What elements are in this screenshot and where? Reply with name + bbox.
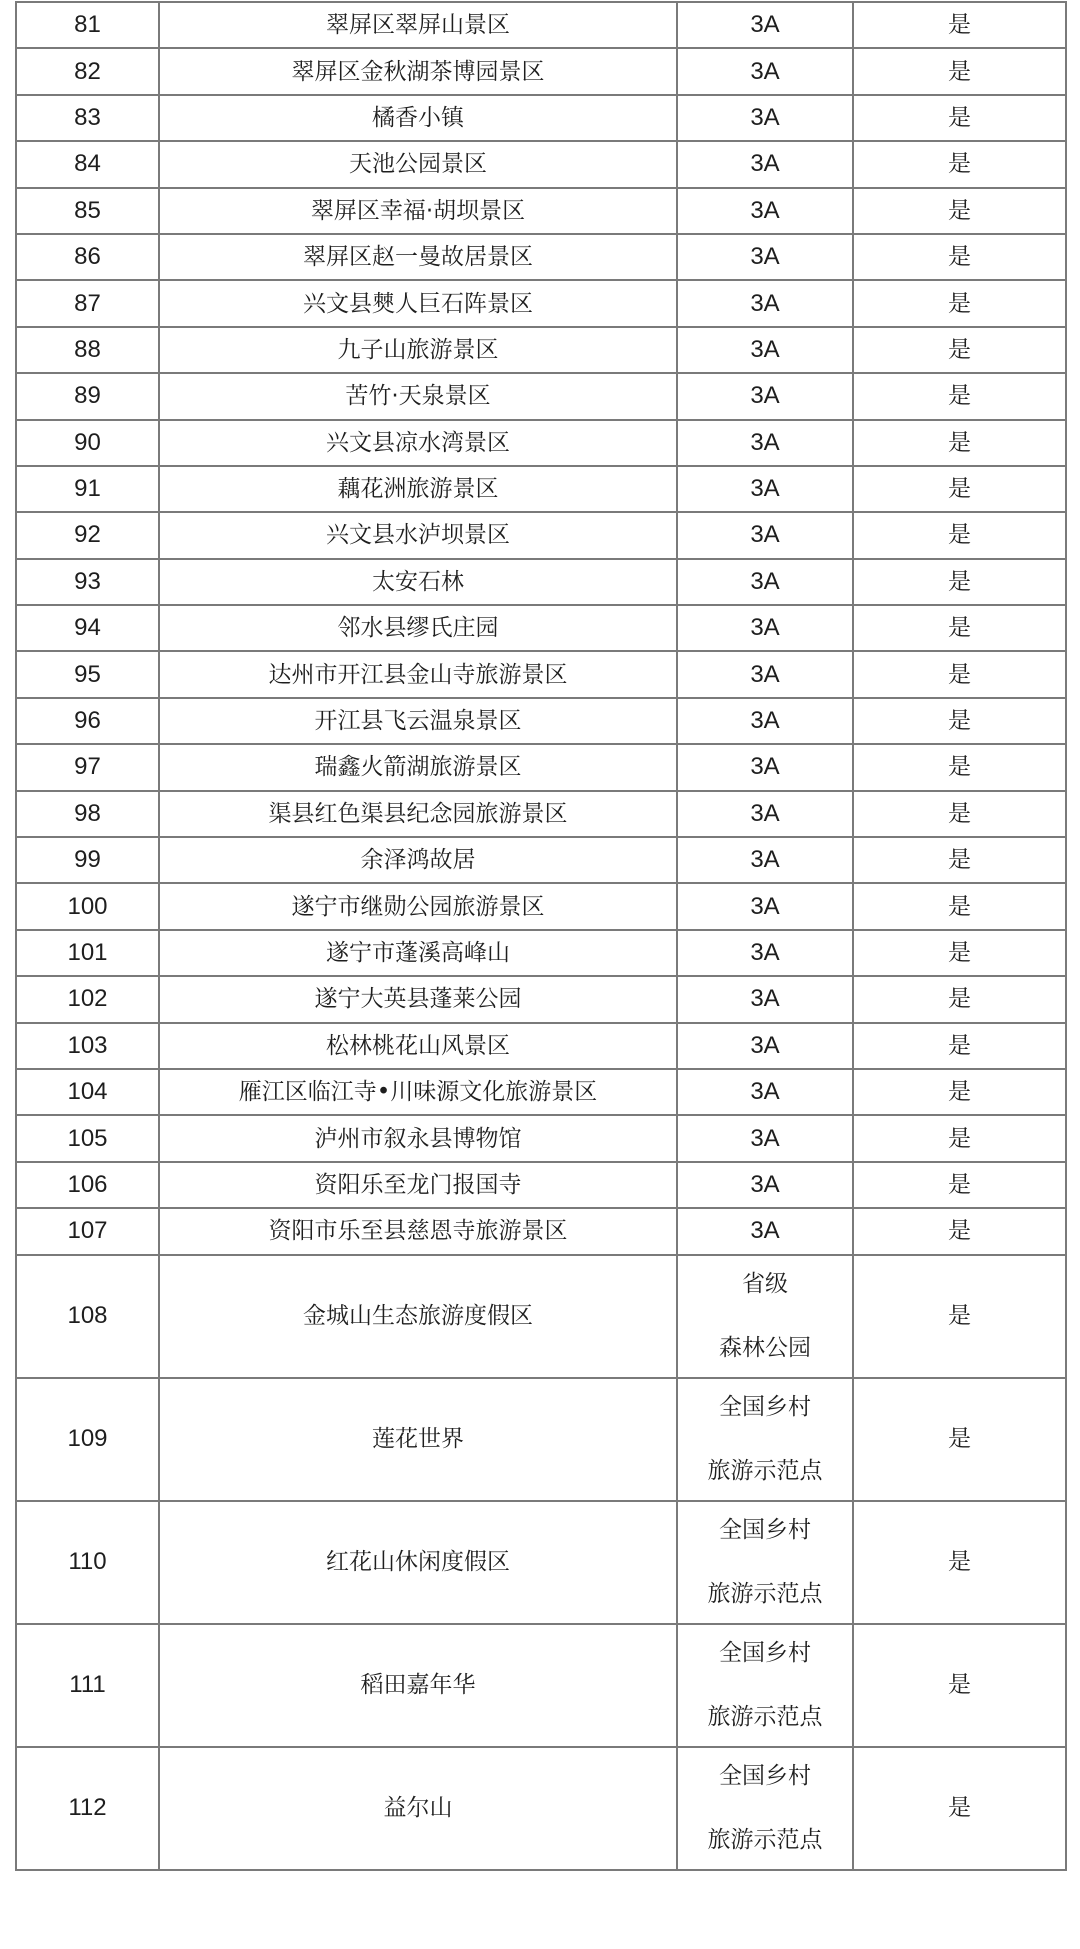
status-flag: 是 xyxy=(853,791,1066,837)
row-number: 96 xyxy=(16,698,159,744)
row-number: 90 xyxy=(16,420,159,466)
scenic-spot-name: 益尔山 xyxy=(159,1747,677,1870)
table-row xyxy=(16,1624,1066,1747)
scenic-spot-level: 3A xyxy=(677,559,853,605)
level-line-2: 旅游示范点 xyxy=(707,1458,823,1485)
level-line-2: 森林公园 xyxy=(719,1335,811,1362)
row-number: 108 xyxy=(16,1255,159,1378)
scenic-spot-name: 遂宁大英县蓬莱公园 xyxy=(159,976,677,1022)
status-flag: 是 xyxy=(853,1624,1066,1747)
scenic-spot-level xyxy=(677,1255,853,1378)
status-flag: 是 xyxy=(853,95,1066,141)
row-number: 101 xyxy=(16,930,159,976)
status-flag: 是 xyxy=(853,280,1066,326)
scenic-spot-name: 渠县红色渠县纪念园旅游景区 xyxy=(159,791,677,837)
level-line-1: 全国乡村 xyxy=(719,1517,811,1544)
table-row xyxy=(16,651,1066,697)
level-line-2: 旅游示范点 xyxy=(707,1704,823,1731)
row-number: 106 xyxy=(16,1162,159,1208)
row-number: 99 xyxy=(16,837,159,883)
status-flag: 是 xyxy=(853,1378,1066,1501)
status-flag: 是 xyxy=(853,883,1066,929)
scenic-spot-name: 稻田嘉年华 xyxy=(159,1624,677,1747)
scenic-spot-level: 3A xyxy=(677,791,853,837)
scenic-spot-level: 3A xyxy=(677,651,853,697)
status-flag: 是 xyxy=(853,1115,1066,1161)
status-flag: 是 xyxy=(853,234,1066,280)
status-flag: 是 xyxy=(853,651,1066,697)
scenic-spots-table xyxy=(15,1,1067,1871)
row-number: 92 xyxy=(16,512,159,558)
table-row xyxy=(16,512,1066,558)
row-number: 86 xyxy=(16,234,159,280)
row-number: 110 xyxy=(16,1501,159,1624)
scenic-spot-level xyxy=(677,1624,853,1747)
row-number: 109 xyxy=(16,1378,159,1501)
status-flag: 是 xyxy=(853,373,1066,419)
row-number: 91 xyxy=(16,466,159,512)
status-flag: 是 xyxy=(853,1208,1066,1254)
table-row xyxy=(16,141,1066,187)
status-flag: 是 xyxy=(853,1501,1066,1624)
scenic-spot-name: 橘香小镇 xyxy=(159,95,677,141)
scenic-spot-level: 3A xyxy=(677,605,853,651)
status-flag: 是 xyxy=(853,1747,1066,1870)
row-number: 83 xyxy=(16,95,159,141)
scenic-spot-level: 3A xyxy=(677,744,853,790)
status-flag: 是 xyxy=(853,48,1066,94)
table-row xyxy=(16,791,1066,837)
scenic-spot-name: 翠屏区金秋湖茶博园景区 xyxy=(159,48,677,94)
level-line-1: 省级 xyxy=(742,1271,788,1298)
scenic-spot-name: 遂宁市继勋公园旅游景区 xyxy=(159,883,677,929)
table-row xyxy=(16,1501,1066,1624)
scenic-spot-name: 金城山生态旅游度假区 xyxy=(159,1255,677,1378)
row-number: 82 xyxy=(16,48,159,94)
table-row xyxy=(16,48,1066,94)
row-number: 100 xyxy=(16,883,159,929)
scenic-spot-level xyxy=(677,1501,853,1624)
scenic-spot-level: 3A xyxy=(677,930,853,976)
row-number: 103 xyxy=(16,1023,159,1069)
row-number: 85 xyxy=(16,188,159,234)
scenic-spot-name: 开江县飞云温泉景区 xyxy=(159,698,677,744)
table-row xyxy=(16,698,1066,744)
row-number: 111 xyxy=(16,1624,159,1747)
status-flag: 是 xyxy=(853,698,1066,744)
row-number: 88 xyxy=(16,327,159,373)
scenic-spot-level: 3A xyxy=(677,373,853,419)
status-flag: 是 xyxy=(853,744,1066,790)
level-line-2: 旅游示范点 xyxy=(707,1581,823,1608)
status-flag: 是 xyxy=(853,420,1066,466)
table-row xyxy=(16,188,1066,234)
table-row xyxy=(16,280,1066,326)
scenic-spot-level: 3A xyxy=(677,1208,853,1254)
status-flag: 是 xyxy=(853,976,1066,1022)
row-number: 98 xyxy=(16,791,159,837)
scenic-spots-table-container xyxy=(15,1,1065,1871)
scenic-spot-name: 红花山休闲度假区 xyxy=(159,1501,677,1624)
scenic-spot-level: 3A xyxy=(677,466,853,512)
table-row xyxy=(16,744,1066,790)
scenic-spot-level: 3A xyxy=(677,1023,853,1069)
scenic-spot-level: 3A xyxy=(677,327,853,373)
status-flag: 是 xyxy=(853,930,1066,976)
scenic-spot-name: 泸州市叙永县博物馆 xyxy=(159,1115,677,1161)
table-row xyxy=(16,1162,1066,1208)
table-row xyxy=(16,605,1066,651)
table-row xyxy=(16,1255,1066,1378)
table-row xyxy=(16,883,1066,929)
status-flag: 是 xyxy=(853,1069,1066,1115)
table-row xyxy=(16,930,1066,976)
scenic-spot-name: 遂宁市蓬溪高峰山 xyxy=(159,930,677,976)
table-row xyxy=(16,95,1066,141)
scenic-spot-level: 3A xyxy=(677,976,853,1022)
status-flag: 是 xyxy=(853,188,1066,234)
level-line-1: 全国乡村 xyxy=(719,1394,811,1421)
table-row xyxy=(16,837,1066,883)
scenic-spot-name: 松林桃花山风景区 xyxy=(159,1023,677,1069)
scenic-spot-level: 3A xyxy=(677,420,853,466)
scenic-spot-level: 3A xyxy=(677,1162,853,1208)
table-row xyxy=(16,1069,1066,1115)
scenic-spot-level xyxy=(677,1747,853,1870)
scenic-spot-name: 翠屏区翠屏山景区 xyxy=(159,2,677,48)
row-number: 102 xyxy=(16,976,159,1022)
scenic-spot-level xyxy=(677,1378,853,1501)
status-flag: 是 xyxy=(853,1162,1066,1208)
row-number: 97 xyxy=(16,744,159,790)
table-row xyxy=(16,1747,1066,1870)
row-number: 93 xyxy=(16,559,159,605)
status-flag: 是 xyxy=(853,1023,1066,1069)
status-flag: 是 xyxy=(853,512,1066,558)
table-row xyxy=(16,2,1066,48)
status-flag: 是 xyxy=(853,1255,1066,1378)
scenic-spot-name: 翠屏区赵一曼故居景区 xyxy=(159,234,677,280)
scenic-spot-level: 3A xyxy=(677,188,853,234)
scenic-spot-name: 太安石林 xyxy=(159,559,677,605)
scenic-spot-name: 邻水县缪氏庄园 xyxy=(159,605,677,651)
scenic-spot-level: 3A xyxy=(677,1115,853,1161)
status-flag: 是 xyxy=(853,605,1066,651)
scenic-spot-level: 3A xyxy=(677,141,853,187)
scenic-spot-name: 瑞鑫火箭湖旅游景区 xyxy=(159,744,677,790)
status-flag: 是 xyxy=(853,466,1066,512)
scenic-spot-level: 3A xyxy=(677,234,853,280)
table-row xyxy=(16,1115,1066,1161)
table-row xyxy=(16,976,1066,1022)
level-line-1: 全国乡村 xyxy=(719,1640,811,1667)
scenic-spot-name: 达州市开江县金山寺旅游景区 xyxy=(159,651,677,697)
table-row xyxy=(16,420,1066,466)
status-flag: 是 xyxy=(853,327,1066,373)
level-line-2: 旅游示范点 xyxy=(707,1827,823,1854)
table-row xyxy=(16,234,1066,280)
table-row xyxy=(16,373,1066,419)
scenic-spot-level: 3A xyxy=(677,837,853,883)
status-flag: 是 xyxy=(853,559,1066,605)
table-row xyxy=(16,1023,1066,1069)
row-number: 84 xyxy=(16,141,159,187)
table-row xyxy=(16,1378,1066,1501)
scenic-spot-level: 3A xyxy=(677,280,853,326)
row-number: 107 xyxy=(16,1208,159,1254)
status-flag: 是 xyxy=(853,2,1066,48)
table-row xyxy=(16,559,1066,605)
scenic-spot-level: 3A xyxy=(677,883,853,929)
row-number: 112 xyxy=(16,1747,159,1870)
scenic-spot-name: 苦竹·天泉景区 xyxy=(159,373,677,419)
row-number: 94 xyxy=(16,605,159,651)
scenic-spot-name: 资阳乐至龙门报国寺 xyxy=(159,1162,677,1208)
table-row xyxy=(16,466,1066,512)
row-number: 81 xyxy=(16,2,159,48)
row-number: 95 xyxy=(16,651,159,697)
scenic-spot-level: 3A xyxy=(677,698,853,744)
scenic-spot-name: 雁江区临江寺•川味源文化旅游景区 xyxy=(159,1069,677,1115)
row-number: 89 xyxy=(16,373,159,419)
row-number: 104 xyxy=(16,1069,159,1115)
scenic-spot-name: 兴文县僰人巨石阵景区 xyxy=(159,280,677,326)
scenic-spot-name: 九子山旅游景区 xyxy=(159,327,677,373)
scenic-spot-level: 3A xyxy=(677,48,853,94)
table-row xyxy=(16,327,1066,373)
scenic-spot-name: 兴文县凉水湾景区 xyxy=(159,420,677,466)
scenic-spot-name: 资阳市乐至县慈恩寺旅游景区 xyxy=(159,1208,677,1254)
scenic-spot-name: 天池公园景区 xyxy=(159,141,677,187)
scenic-spot-level: 3A xyxy=(677,1069,853,1115)
table-row xyxy=(16,1208,1066,1254)
level-line-1: 全国乡村 xyxy=(719,1763,811,1790)
scenic-spot-name: 翠屏区幸福·胡坝景区 xyxy=(159,188,677,234)
scenic-spot-level: 3A xyxy=(677,2,853,48)
scenic-spot-name: 藕花洲旅游景区 xyxy=(159,466,677,512)
scenic-spot-level: 3A xyxy=(677,512,853,558)
row-number: 87 xyxy=(16,280,159,326)
scenic-spot-level: 3A xyxy=(677,95,853,141)
scenic-spot-name: 余泽鸿故居 xyxy=(159,837,677,883)
scenic-spot-name: 莲花世界 xyxy=(159,1378,677,1501)
scenic-spot-name: 兴文县水泸坝景区 xyxy=(159,512,677,558)
table-body xyxy=(16,2,1066,1870)
row-number: 105 xyxy=(16,1115,159,1161)
status-flag: 是 xyxy=(853,837,1066,883)
status-flag: 是 xyxy=(853,141,1066,187)
